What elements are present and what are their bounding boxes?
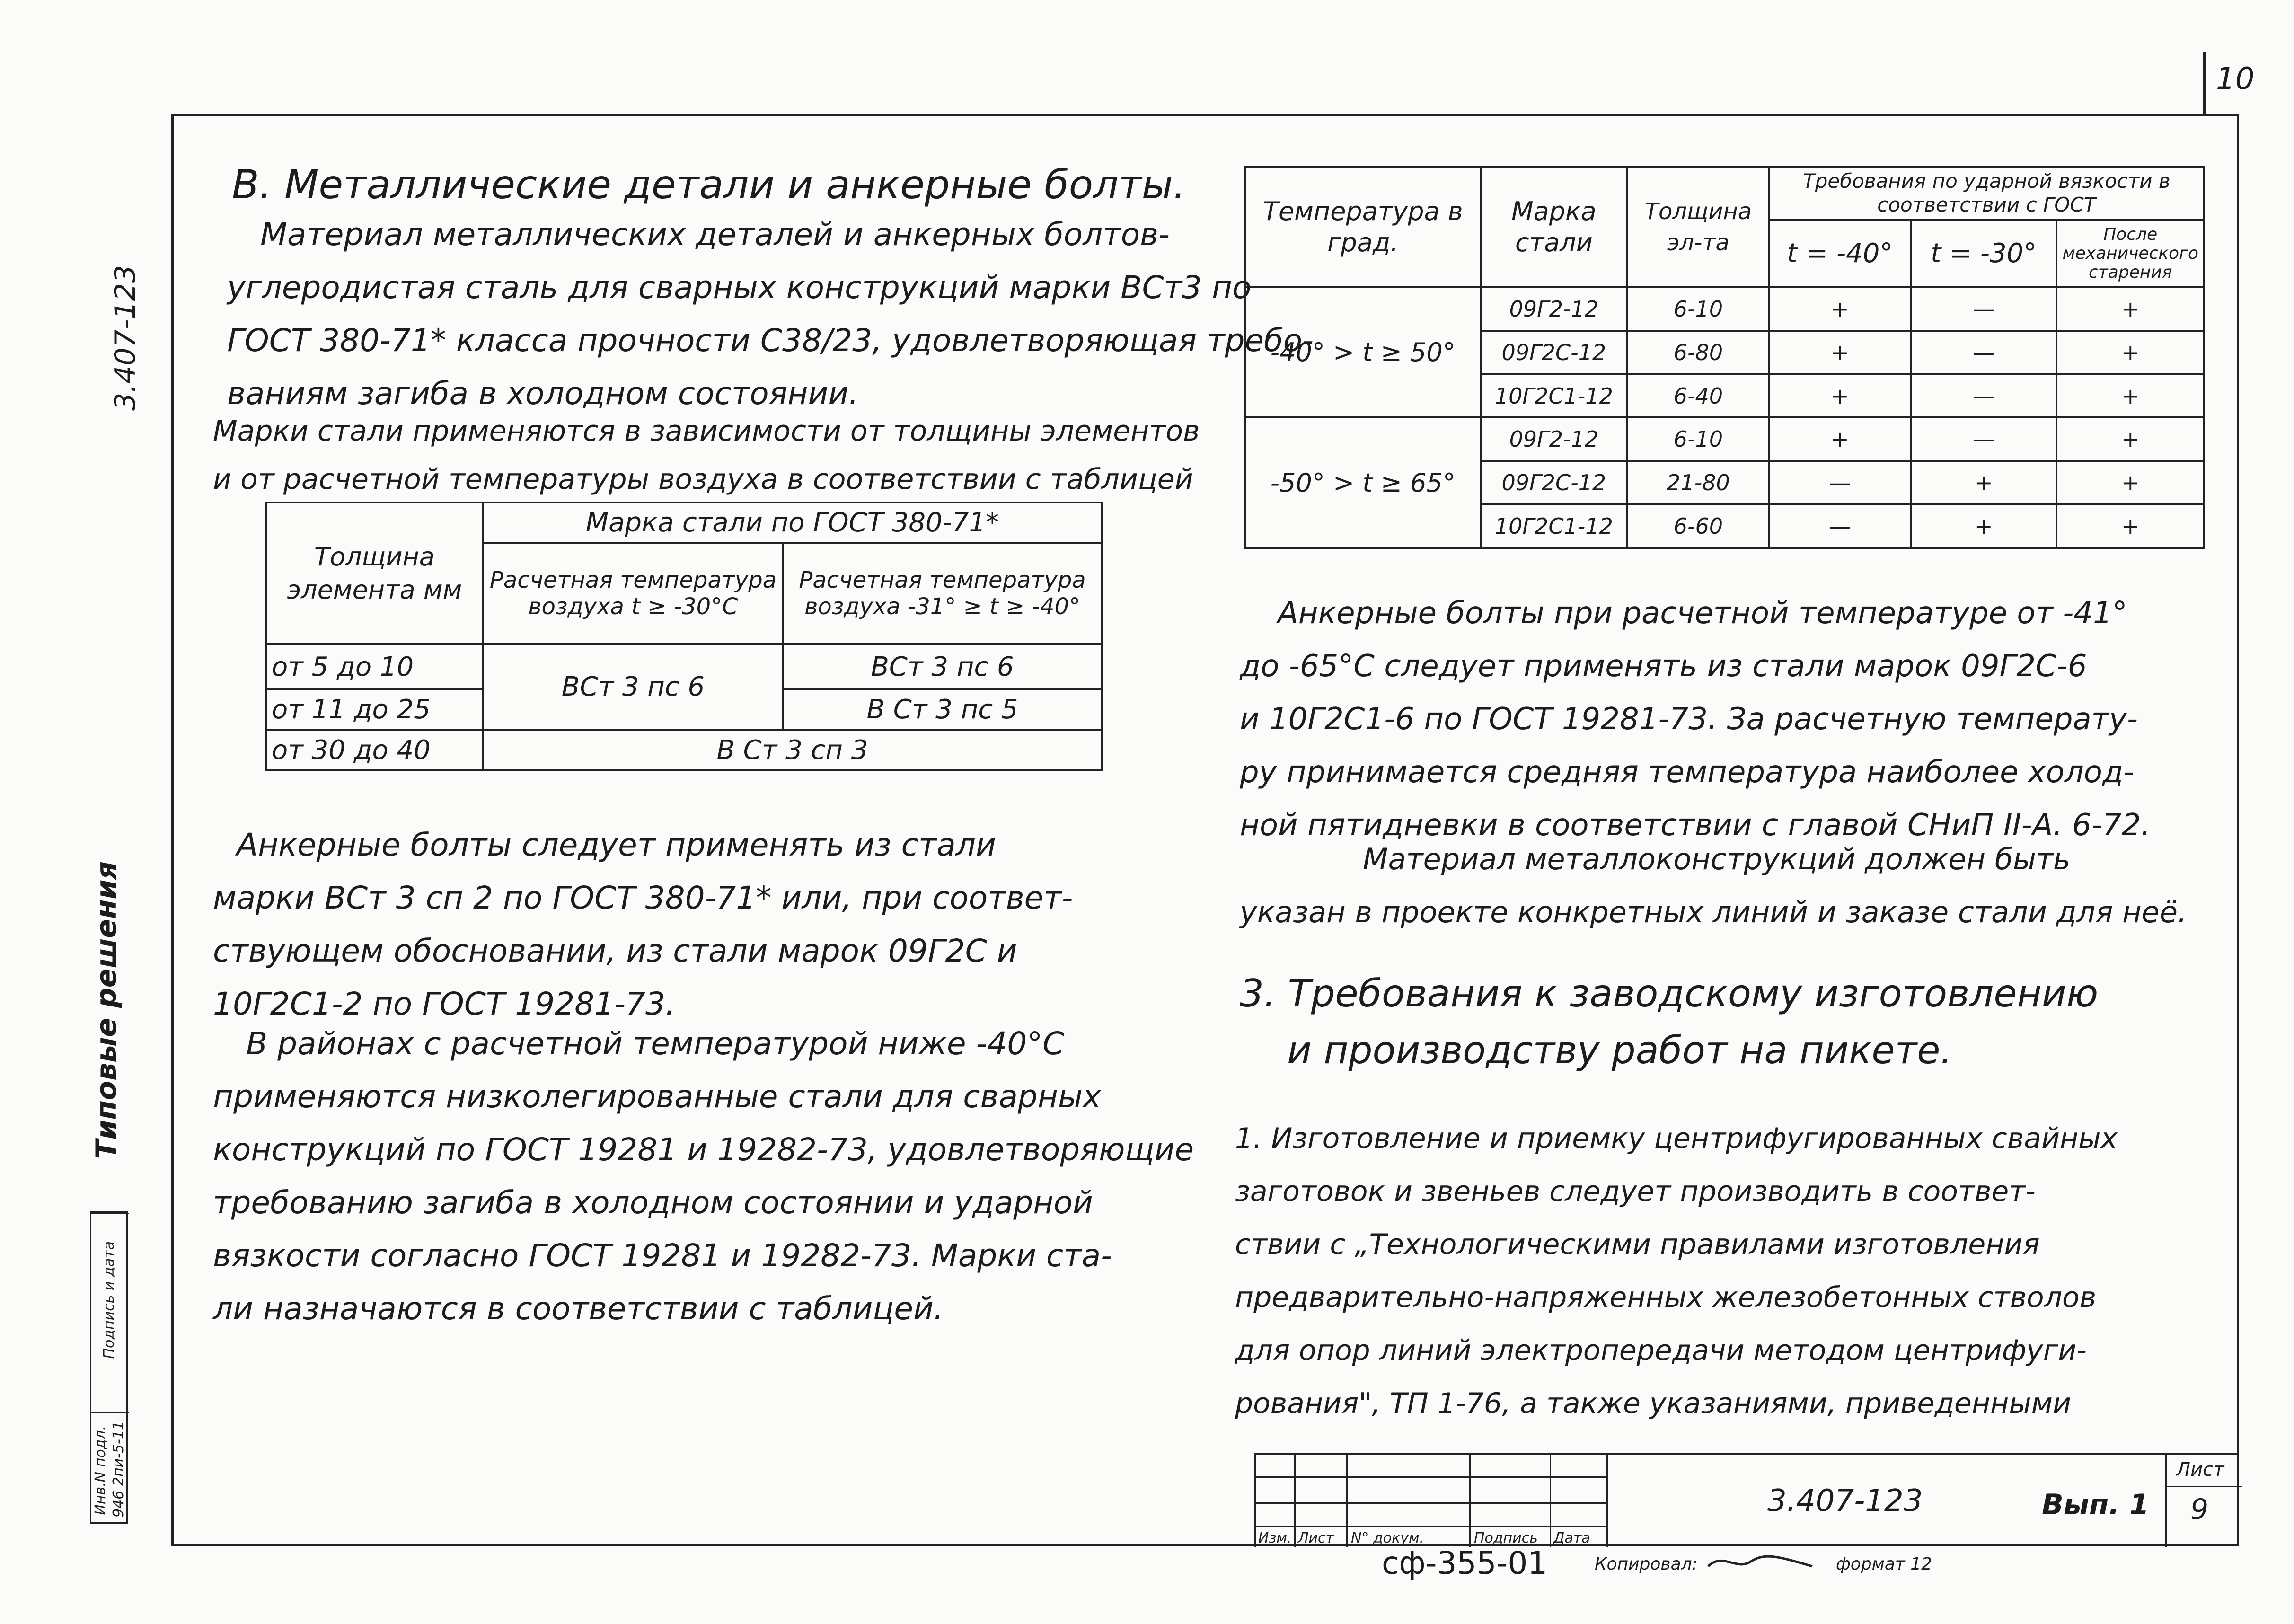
side-col1-value: 946 2пи-5-11 bbox=[110, 1421, 127, 1518]
header-after-aging: После механического старения bbox=[2056, 220, 2204, 287]
stamp-document-code: 3.407-123 bbox=[1767, 1483, 1923, 1518]
text-line: ной пятидневки в соответствии с главой СНиП II-А. 6-72. bbox=[1240, 808, 2151, 843]
table-cell: 6-80 bbox=[1627, 331, 1769, 374]
footer-copied-label: Копировал: bbox=[1595, 1554, 1698, 1574]
table-cell: + bbox=[1911, 504, 2056, 548]
table-cell: + bbox=[2056, 374, 2204, 418]
stamp-sheet-value: 9 bbox=[2190, 1493, 2209, 1526]
table-cell: 6-10 bbox=[1627, 417, 1769, 461]
header-steel-grade: Марка стали по ГОСТ 380-71* bbox=[483, 503, 1102, 543]
text-line: марки ВСт 3 сп 2 по ГОСТ 380-71* или, при соответ- bbox=[213, 880, 1073, 916]
table-cell: + bbox=[2056, 461, 2204, 504]
table-cell: 09Г2-12 bbox=[1481, 287, 1628, 331]
text-line: ГОСТ 380-71* класса прочности С38/23, удовлетворяющая требо- bbox=[227, 322, 1314, 359]
text-line: Марки стали применяются в зависимости от толщины элементов bbox=[213, 415, 1200, 448]
text-line: 1. Изготовление и приемку центрифугированных свайных bbox=[1235, 1122, 2118, 1155]
table-cell: 10Г2С1-12 bbox=[1481, 374, 1628, 418]
stamp-label-date: Дата bbox=[1553, 1530, 1590, 1546]
table-cell: В Ст 3 сп 3 bbox=[483, 730, 1102, 770]
table-cell: 6-40 bbox=[1627, 374, 1769, 418]
section-3-title-line-1: 3. Требования к заводскому изготовлению bbox=[1240, 971, 2099, 1015]
header-temp-1: Расчетная температура воздуха t ≥ -30°С bbox=[483, 543, 783, 644]
section-3-title-line-2: и производству работ на пикете. bbox=[1287, 1028, 1952, 1072]
header-temp-2: Расчетная температура воздуха -31° ≥ t ≥ -40° bbox=[783, 543, 1102, 644]
text-line: ваниям загиба в холодном состоянии. bbox=[227, 375, 859, 412]
table-cell: + bbox=[2056, 287, 2204, 331]
text-line: для опор линий электропередачи методом центрифуги- bbox=[1235, 1334, 2087, 1367]
stamp-label-signature: Подпись bbox=[1474, 1530, 1538, 1546]
table-cell: 10Г2С1-12 bbox=[1481, 504, 1628, 548]
left-paragraph-4 bbox=[213, 1017, 1194, 1335]
text-line: 10Г2С1-2 по ГОСТ 19281-73. bbox=[213, 986, 675, 1022]
text-line: до -65°С следует применять из стали марок 09Г2С-6 bbox=[1240, 649, 2087, 684]
header-thickness: Толщина эл-та bbox=[1627, 167, 1769, 287]
side-col2-label: Подпись и дата bbox=[101, 1241, 117, 1359]
table-cell: от 11 до 25 bbox=[266, 689, 483, 730]
table-cell: от 5 до 10 bbox=[266, 644, 483, 689]
section-3-title bbox=[1240, 965, 2098, 1079]
text-line: заготовок и звеньев следует производить в соответ- bbox=[1235, 1175, 2036, 1208]
left-paragraph-3 bbox=[213, 819, 1073, 1031]
text-line: и от расчетной температуры воздуха в соответствии с таблицей bbox=[213, 463, 1193, 496]
table-cell: + bbox=[1769, 331, 1911, 374]
header-t40: t = -40° bbox=[1769, 220, 1911, 287]
table-cell: + bbox=[1911, 461, 2056, 504]
text-line: В районах с расчетной температурой ниже -40°С bbox=[246, 1025, 1065, 1062]
text-line: требованию загиба в холодном состоянии и ударной bbox=[213, 1184, 1093, 1221]
table-cell: — bbox=[1911, 287, 2056, 331]
text-line: Анкерные болты следует применять из стали bbox=[237, 827, 996, 863]
stamp-sheet-label: Лист bbox=[2176, 1459, 2224, 1481]
header-thickness: Толщина элемента мм bbox=[266, 503, 483, 644]
table-cell: — bbox=[1911, 417, 2056, 461]
text-line: Анкерные болты при расчетной температуре от -41° bbox=[1278, 596, 2127, 631]
header-temperature: Температура в град. bbox=[1245, 167, 1481, 287]
text-line: ствии с „Технологическими правилами изготовления bbox=[1235, 1228, 2040, 1261]
footer-form-code: сф-355-01 bbox=[1382, 1545, 1548, 1581]
header-t30: t = -30° bbox=[1911, 220, 2056, 287]
text-line: ствующем обосновании, из стали марок 09Г2С и bbox=[213, 933, 1017, 969]
table-cell: от 30 до 40 bbox=[266, 730, 483, 770]
table-cell: + bbox=[1769, 417, 1911, 461]
section-b-paragraph-1 bbox=[227, 208, 1314, 420]
low-alloy-steel-table bbox=[1244, 166, 2205, 549]
table-cell: — bbox=[1769, 504, 1911, 548]
table-cell: ВСт 3 пс 6 bbox=[483, 644, 783, 730]
text-line: предварительно-напряженных железобетонных стволов bbox=[1235, 1281, 2097, 1314]
side-approval-table bbox=[90, 1211, 128, 1524]
table-cell: + bbox=[2056, 331, 2204, 374]
stamp-label-change: Изм. bbox=[1258, 1530, 1292, 1546]
table-cell: 09Г2С-12 bbox=[1481, 461, 1628, 504]
stamp-label-document: N° докум. bbox=[1351, 1530, 1424, 1546]
text-line: вязкости согласно ГОСТ 19281 и 19282-73. Марки ста- bbox=[213, 1237, 1112, 1274]
stamp-label-sheet: Лист bbox=[1298, 1530, 1334, 1546]
side-title: Типовые решения bbox=[90, 861, 123, 1159]
table-cell: В Ст 3 пс 5 bbox=[783, 689, 1102, 730]
table-cell: ВСт 3 пс 6 bbox=[783, 644, 1102, 689]
section-b-paragraph-2 bbox=[213, 407, 1200, 503]
text-line: ру принимается средняя температура наиболее холод- bbox=[1240, 755, 2135, 790]
text-line: конструкций по ГОСТ 19281 и 19282-73, удовлетворяющие bbox=[213, 1131, 1194, 1168]
text-line: углеродистая сталь для сварных конструкций марки ВСт3 по bbox=[227, 269, 1252, 306]
table-cell: — bbox=[1769, 461, 1911, 504]
section-b-title: В. Металлические детали и анкерные болты. bbox=[232, 161, 1186, 208]
table-cell: 6-10 bbox=[1627, 287, 1769, 331]
text-line: ли назначаются в соответствии с таблицей. bbox=[213, 1290, 944, 1327]
text-line: указан в проекте конкретных линий и заказе стали для неё. bbox=[1240, 895, 2187, 929]
right-paragraph-1 bbox=[1240, 587, 2151, 852]
text-line: рования", ТП 1-76, а также указаниями, приведенными bbox=[1235, 1387, 2071, 1420]
group-temp: -40° > t ≥ 50° bbox=[1245, 287, 1481, 417]
right-paragraph-2 bbox=[1240, 833, 2187, 939]
right-paragraph-3 bbox=[1235, 1112, 2118, 1430]
side-document-code: 3.407-123 bbox=[109, 265, 142, 411]
table-cell: — bbox=[1911, 331, 2056, 374]
text-line: и 10Г2С1-6 по ГОСТ 19281-73. За расчетную температу- bbox=[1240, 702, 2138, 737]
sheet-corner-number bbox=[2203, 52, 2262, 114]
table-cell: 21-80 bbox=[1627, 461, 1769, 504]
copier-signature-icon bbox=[1703, 1547, 1817, 1576]
text-line: Материал металлоконструкций должен быть bbox=[1363, 842, 2071, 876]
table-cell: — bbox=[1911, 374, 2056, 418]
group-temp: -50° > t ≥ 65° bbox=[1245, 417, 1481, 548]
sheet-corner-label: 10 bbox=[2216, 62, 2255, 97]
text-line: Материал металлических деталей и анкерных болтов- bbox=[260, 216, 1170, 253]
steel-grade-table bbox=[265, 502, 1103, 771]
side-col1-label: Инв.N подл. bbox=[92, 1426, 109, 1515]
title-block bbox=[1254, 1453, 2238, 1547]
stamp-issue: Вып. 1 bbox=[2042, 1488, 2149, 1521]
table-cell: + bbox=[1769, 374, 1911, 418]
table-cell: + bbox=[1769, 287, 1911, 331]
footer-format: формат 12 bbox=[1836, 1554, 1932, 1574]
header-grade: Марка стали bbox=[1481, 167, 1628, 287]
table-cell: + bbox=[2056, 417, 2204, 461]
text-line: применяются низколегированные стали для сварных bbox=[213, 1078, 1102, 1115]
header-requirements: Требования по ударной вязкости в соответствии с ГОСТ bbox=[1769, 167, 2204, 220]
table-cell: 6-60 bbox=[1627, 504, 1769, 548]
table-cell: 09Г2С-12 bbox=[1481, 331, 1628, 374]
table-cell: 09Г2-12 bbox=[1481, 417, 1628, 461]
table-cell: + bbox=[2056, 504, 2204, 548]
